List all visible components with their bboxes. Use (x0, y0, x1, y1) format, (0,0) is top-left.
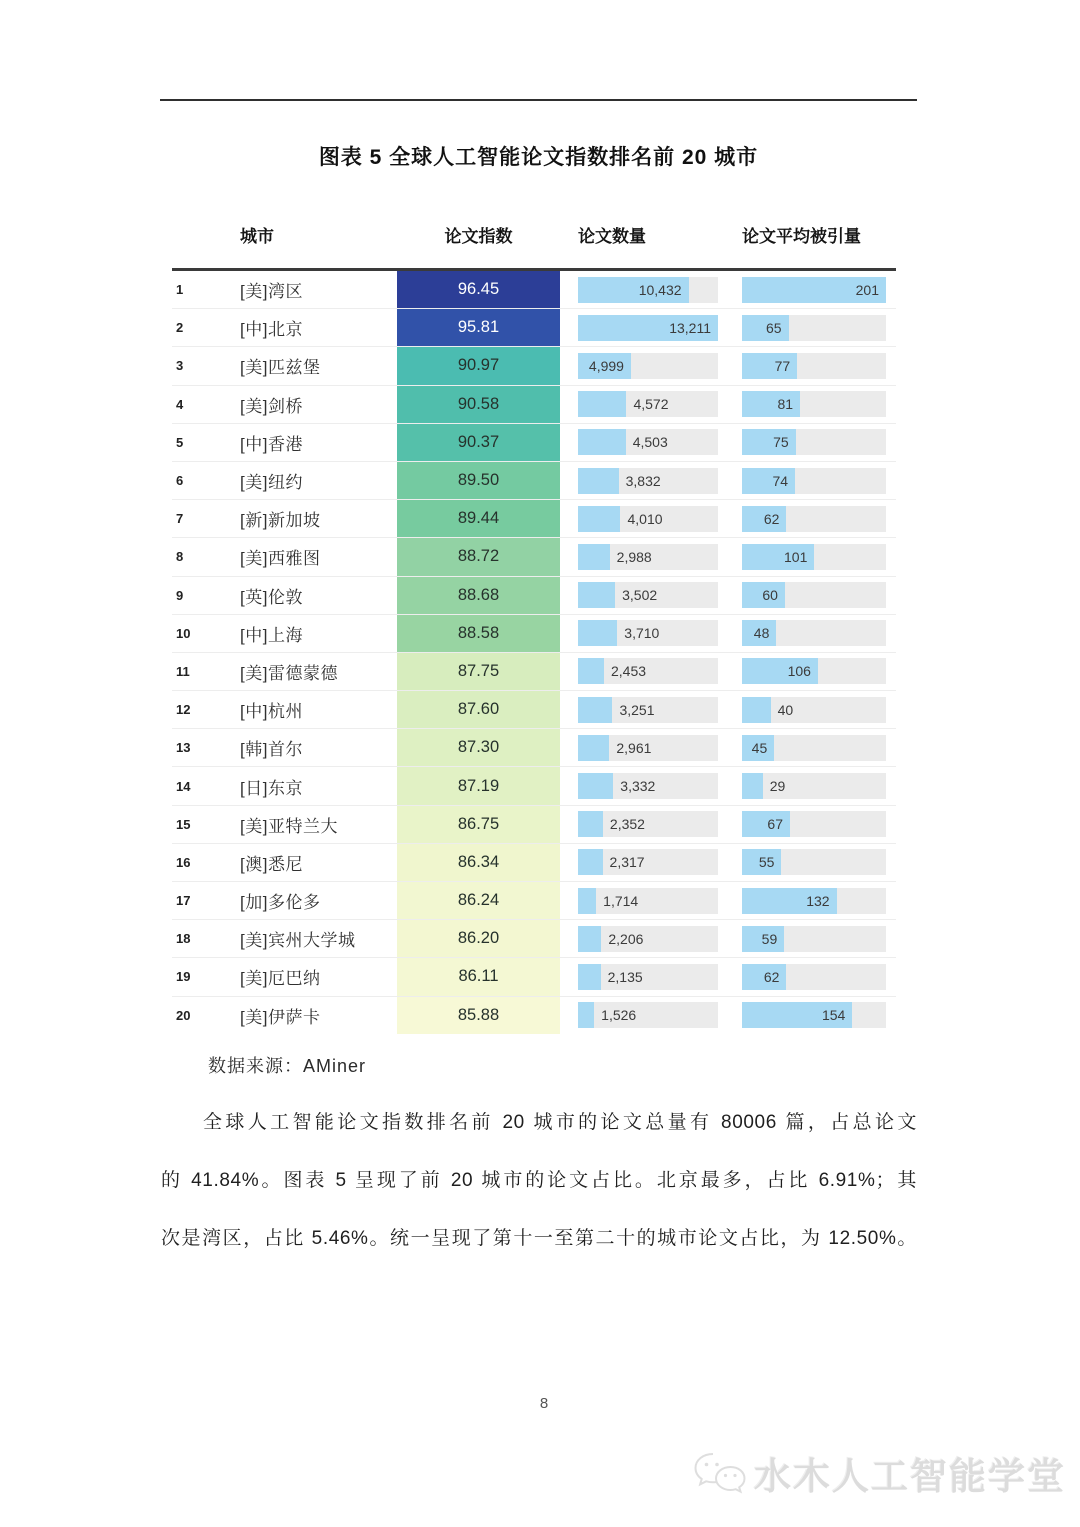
rank-cell: 18 (176, 931, 191, 947)
city-cell: [美]亚特兰大 (240, 816, 338, 836)
papers-bar-cell (578, 844, 718, 881)
citations-bar-fill (742, 697, 771, 723)
papers-bar (578, 429, 718, 455)
citations-bar (742, 620, 886, 646)
city-cell: [美]伊萨卡 (240, 1007, 321, 1027)
rank-cell: 13 (176, 740, 191, 756)
papers-bar-cell (578, 347, 718, 384)
citations-bar (742, 773, 886, 799)
papers-bar (578, 582, 718, 608)
papers-value-label: 2,961 (616, 739, 652, 756)
papers-bar-cell (578, 958, 718, 995)
papers-bar-fill (578, 620, 617, 646)
citations-bar-cell (742, 958, 886, 995)
table-row (172, 729, 896, 767)
table-row (172, 347, 896, 385)
citations-bar (742, 277, 886, 303)
citations-bar (742, 849, 886, 875)
city-cell: [日]东京 (240, 778, 303, 798)
index-cell: 85.88 (397, 997, 560, 1034)
citations-bar-cell (742, 997, 886, 1034)
table-row (172, 767, 896, 805)
papers-bar-fill (578, 1002, 594, 1028)
citations-value-label: 201 (855, 281, 879, 298)
wechat-icon (692, 1450, 746, 1496)
index-cell: 86.20 (397, 920, 560, 957)
papers-bar-fill (578, 735, 609, 761)
city-cell: [美]纽约 (240, 473, 303, 493)
top-rule (160, 99, 917, 101)
rank-cell: 14 (176, 778, 191, 794)
citations-bar-cell (742, 577, 886, 614)
papers-bar (578, 811, 718, 837)
citations-value-label: 62 (763, 968, 780, 985)
col-header-papers: 论文数量 (578, 227, 646, 246)
city-cell: [中]杭州 (240, 702, 303, 722)
table-row (172, 577, 896, 615)
citations-bar (742, 582, 886, 608)
citations-bar-cell (742, 386, 886, 423)
index-cell: 88.58 (397, 615, 560, 652)
citations-bar-cell (742, 500, 886, 537)
citations-value-label: 29 (769, 778, 786, 795)
citations-bar-cell (742, 882, 886, 919)
table-body (172, 271, 896, 1034)
papers-bar-cell (578, 309, 718, 346)
papers-bar-cell (578, 386, 718, 423)
rank-cell: 8 (176, 549, 184, 565)
papers-bar-cell (578, 653, 718, 690)
papers-value-label: 4,999 (588, 357, 624, 374)
papers-bar (578, 353, 718, 379)
index-cell: 87.75 (397, 653, 560, 690)
papers-value-label: 4,010 (627, 510, 663, 527)
papers-bar-cell (578, 806, 718, 843)
citations-bar-cell (742, 729, 886, 766)
papers-bar (578, 888, 718, 914)
index-cell: 86.75 (397, 806, 560, 843)
papers-bar-cell (578, 920, 718, 957)
city-cell: [美]剑桥 (240, 396, 303, 416)
citations-value-label: 48 (753, 625, 770, 642)
papers-bar (578, 926, 718, 952)
papers-value-label: 2,988 (616, 548, 652, 565)
citations-bar-cell (742, 615, 886, 652)
citations-bar (742, 697, 886, 723)
paragraph-line: 的 41.84%。图表 5 呈现了前 20 城市的论文占比。北京最多，占比 6.91%；其 (161, 1170, 917, 1191)
papers-bar-fill (578, 506, 620, 532)
papers-value-label: 13,211 (669, 319, 711, 336)
index-cell: 87.60 (397, 691, 560, 728)
papers-bar (578, 391, 718, 417)
citations-value-label: 77 (774, 357, 791, 374)
rank-cell: 12 (176, 702, 191, 718)
city-cell: [英]伦敦 (240, 587, 303, 607)
papers-bar-fill (578, 582, 615, 608)
papers-bar (578, 315, 718, 341)
citations-value-label: 45 (751, 739, 768, 756)
papers-bar-fill (578, 697, 612, 723)
citations-bar-cell (742, 844, 886, 881)
papers-bar (578, 506, 718, 532)
citations-bar (742, 353, 886, 379)
citations-bar-cell (742, 538, 886, 575)
papers-value-label: 1,526 (601, 1007, 637, 1024)
city-cell: [美]宾州大学城 (240, 931, 356, 951)
citations-value-label: 75 (773, 434, 789, 451)
table-row (172, 882, 896, 920)
rank-cell: 6 (176, 473, 184, 489)
papers-value-label: 3,502 (622, 587, 658, 604)
citations-bar-cell (742, 691, 886, 728)
papers-bar-cell (578, 615, 718, 652)
citations-value-label: 40 (777, 701, 794, 718)
rank-cell: 10 (176, 625, 191, 641)
papers-value-label: 2,206 (608, 930, 644, 947)
rank-cell: 15 (176, 816, 191, 832)
papers-bar-cell (578, 538, 718, 575)
table-row (172, 653, 896, 691)
index-cell: 90.37 (397, 424, 560, 461)
index-cell: 96.45 (397, 271, 560, 308)
index-cell: 89.50 (397, 462, 560, 499)
citations-bar (742, 315, 886, 341)
rank-cell: 19 (176, 969, 191, 985)
city-cell: [美]湾区 (240, 282, 303, 302)
table-row (172, 538, 896, 576)
rank-cell: 17 (176, 893, 191, 909)
papers-bar (578, 773, 718, 799)
table-row (172, 386, 896, 424)
table-row (172, 424, 896, 462)
papers-bar (578, 1002, 718, 1028)
papers-value-label: 1,714 (603, 892, 639, 909)
papers-bar (578, 658, 718, 684)
papers-bar (578, 277, 718, 303)
table-row (172, 997, 896, 1034)
col-header-citations: 论文平均被引量 (742, 227, 861, 246)
papers-bar-fill (578, 849, 603, 875)
citations-bar-cell (742, 653, 886, 690)
city-cell: [美]厄巴纳 (240, 969, 321, 989)
papers-value-label: 3,332 (620, 778, 656, 795)
index-cell: 87.19 (397, 767, 560, 804)
city-cell: [美]匹兹堡 (240, 358, 321, 378)
papers-bar (578, 735, 718, 761)
papers-bar-fill (578, 811, 603, 837)
table-row (172, 500, 896, 538)
watermark (692, 1446, 1066, 1500)
citations-bar (742, 1002, 886, 1028)
citations-bar-cell (742, 462, 886, 499)
papers-bar-cell (578, 997, 718, 1034)
citations-bar (742, 429, 886, 455)
citations-value-label: 59 (761, 930, 778, 947)
city-cell: [澳]悉尼 (240, 854, 303, 874)
citations-value-label: 60 (762, 587, 778, 604)
papers-bar-cell (578, 271, 718, 308)
papers-bar (578, 468, 718, 494)
citations-bar-cell (742, 767, 886, 804)
city-cell: [中]香港 (240, 434, 303, 454)
papers-value-label: 4,572 (633, 396, 669, 413)
citations-value-label: 55 (758, 854, 775, 871)
papers-bar-cell (578, 462, 718, 499)
index-cell: 86.11 (397, 958, 560, 995)
papers-value-label: 2,352 (609, 816, 645, 833)
city-cell: [中]上海 (240, 625, 303, 645)
citations-value-label: 67 (767, 816, 783, 833)
papers-bar-fill (578, 964, 601, 990)
page-number: 8 (539, 1395, 549, 1412)
citations-bar (742, 658, 886, 684)
papers-bar-fill (578, 391, 626, 417)
figure-title: 图表 5 全球人工智能论文指数排名前 20 城市 (318, 146, 759, 169)
paragraph-line: 次是湾区，占比 5.46%。统一呈现了第十一至第二十的城市论文占比，为 12.50%。 (161, 1228, 917, 1249)
table-row (172, 615, 896, 653)
city-cell: [美]雷德蒙德 (240, 663, 338, 683)
col-header-city: 城市 (240, 227, 274, 246)
papers-bar (578, 697, 718, 723)
papers-value-label: 3,710 (624, 625, 660, 642)
papers-bar-fill (578, 468, 619, 494)
papers-bar-cell (578, 691, 718, 728)
citations-bar-cell (742, 309, 886, 346)
rank-cell: 11 (176, 663, 190, 679)
citations-bar (742, 964, 886, 990)
citations-value-label: 62 (763, 510, 780, 527)
index-cell: 88.68 (397, 577, 560, 614)
index-cell: 87.30 (397, 729, 560, 766)
citations-value-label: 65 (765, 319, 782, 336)
papers-bar-cell (578, 577, 718, 614)
citations-value-label: 101 (784, 548, 808, 565)
rank-cell: 5 (176, 434, 184, 450)
citations-bar-cell (742, 920, 886, 957)
papers-bar-fill (578, 429, 626, 455)
papers-bar-cell (578, 767, 718, 804)
citations-value-label: 74 (772, 472, 789, 489)
papers-value-label: 2,317 (609, 854, 645, 871)
table-row (172, 920, 896, 958)
papers-bar (578, 964, 718, 990)
rank-cell: 2 (176, 320, 184, 336)
papers-bar (578, 544, 718, 570)
rank-cell: 4 (176, 396, 184, 412)
city-cell: [加]多伦多 (240, 893, 321, 913)
city-cell: [中]北京 (240, 320, 303, 340)
papers-value-label: 4,503 (632, 434, 668, 451)
citations-value-label: 106 (787, 663, 811, 680)
rank-cell: 9 (176, 587, 184, 603)
citations-bar-cell (742, 424, 886, 461)
ranking-table (172, 220, 896, 1034)
citations-bar-cell (742, 347, 886, 384)
index-cell: 90.97 (397, 347, 560, 384)
citations-bar (742, 926, 886, 952)
table-row (172, 462, 896, 500)
papers-bar-cell (578, 424, 718, 461)
index-cell: 86.24 (397, 882, 560, 919)
body-paragraph (161, 1094, 917, 1268)
citations-bar (742, 811, 886, 837)
papers-bar-cell (578, 882, 718, 919)
papers-bar-fill (578, 773, 613, 799)
papers-bar-fill (578, 544, 610, 570)
table-row (172, 309, 896, 347)
citations-bar (742, 888, 886, 914)
citations-bar-cell (742, 271, 886, 308)
papers-bar-cell (578, 729, 718, 766)
citations-value-label: 154 (821, 1007, 846, 1024)
rank-cell: 7 (176, 511, 184, 527)
papers-bar-fill (578, 926, 601, 952)
citations-bar (742, 544, 886, 570)
table-row (172, 958, 896, 996)
data-source: 数据来源：AMiner (208, 1056, 367, 1076)
index-cell: 89.44 (397, 500, 560, 537)
citations-bar (742, 391, 886, 417)
rank-cell: 20 (176, 1007, 191, 1023)
table-row (172, 271, 896, 309)
papers-value-label: 3,251 (619, 701, 655, 718)
index-cell: 86.34 (397, 844, 560, 881)
rank-cell: 1 (176, 282, 184, 298)
table-row (172, 844, 896, 882)
col-header-index: 论文指数 (444, 227, 513, 246)
index-cell: 95.81 (397, 309, 560, 346)
papers-value-label: 2,453 (610, 663, 647, 680)
city-cell: [韩]首尔 (240, 740, 303, 760)
watermark-text: 水木人工智能学堂 (754, 1456, 1066, 1497)
city-cell: [新]新加坡 (240, 511, 321, 531)
citations-value-label: 132 (806, 892, 830, 909)
papers-bar-fill (578, 888, 596, 914)
papers-value-label: 10,432 (638, 281, 682, 298)
citations-bar-cell (742, 806, 886, 843)
table-row (172, 806, 896, 844)
papers-bar (578, 620, 718, 646)
citations-bar (742, 506, 886, 532)
city-cell: [美]西雅图 (240, 549, 321, 569)
paragraph-line: 全球人工智能论文指数排名前 20 城市的论文总量有 80006 篇，占总论文 (203, 1112, 917, 1133)
citations-bar (742, 468, 886, 494)
citations-bar (742, 735, 886, 761)
index-cell: 90.58 (397, 386, 560, 423)
papers-value-label: 2,135 (607, 968, 643, 985)
index-cell: 88.72 (397, 538, 560, 575)
papers-bar-cell (578, 500, 718, 537)
papers-bar (578, 849, 718, 875)
papers-bar-fill (578, 658, 604, 684)
table-header (172, 220, 896, 271)
rank-cell: 3 (176, 358, 184, 374)
rank-cell: 16 (176, 854, 191, 870)
table-row (172, 691, 896, 729)
papers-value-label: 3,832 (625, 472, 661, 489)
citations-value-label: 81 (777, 396, 794, 413)
citations-bar-fill (742, 773, 763, 799)
